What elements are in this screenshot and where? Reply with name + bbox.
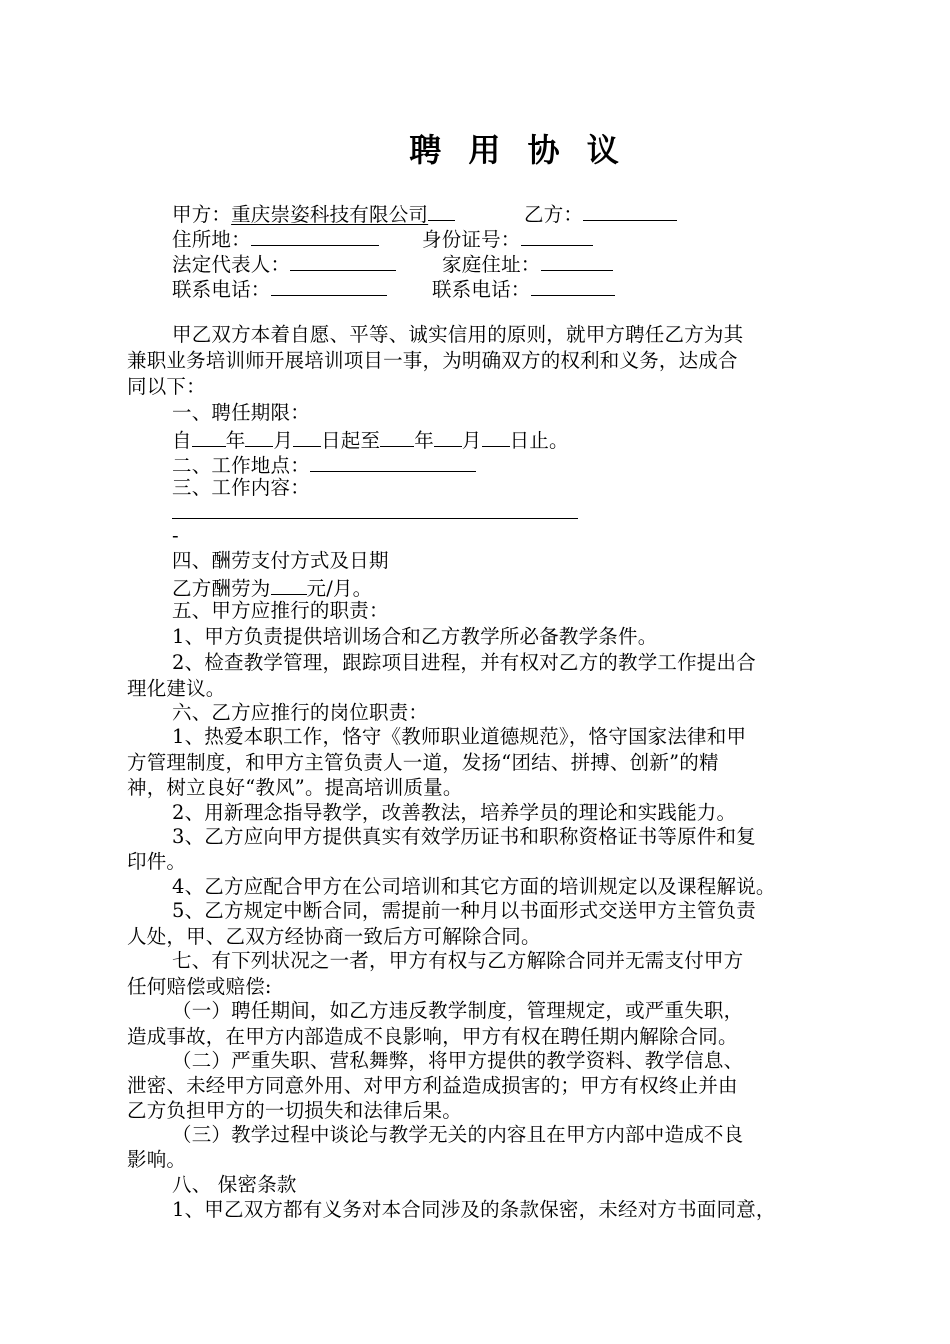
s5-item-2-line-1: 2、检查教学管理，跟踪项目进程，并有权对乙方的教学工作提出合 (172, 651, 756, 674)
home-addr-blank (541, 249, 613, 271)
residence-blank (251, 224, 379, 246)
s7-intro-line-1: 七、有下列状况之一者，甲方有权与乙方解除合同并无需支付甲方 (172, 949, 744, 972)
term-month1: 月 (273, 429, 294, 452)
term-month1-blank (245, 425, 273, 447)
party-a-label: 甲方： (172, 203, 232, 226)
work-content-blank (172, 518, 578, 519)
phone-a-line (172, 274, 387, 303)
s6-item-1-line-1: 1、热爱本职工作，恪守《教师职业道德规范》，恪守国家法律和甲 (172, 725, 747, 748)
party-a-name: 重庆崇姿科技有限公司 (231, 203, 429, 226)
phone-b-line (432, 274, 615, 303)
term-day2-blank (482, 425, 510, 447)
s7-case-2-line-2: 泄密、未经甲方同意外用、对甲方利益造成损害的；甲方有权终止并由 (127, 1074, 738, 1097)
s7-case-3-line-2: 影响。 (127, 1148, 187, 1171)
s8-item-1: 1、甲乙双方都有义务对本合同涉及的条款保密，未经对方书面同意， (172, 1198, 776, 1221)
s7-case-2-line-1: （二）严重失职、营私舞弊，将甲方提供的教学资料、教学信息、 (172, 1049, 744, 1072)
s6-item-4: 4、乙方应配合甲方在公司培训和其它方面的培训规定以及课程解说。 (172, 875, 776, 898)
s7-intro-line-2: 任何赔偿或赔偿: (127, 975, 272, 998)
work-location-blank (310, 450, 476, 472)
party-b-label: 乙方： (524, 203, 584, 226)
section-4-heading: 四、酬劳支付方式及日期 (172, 549, 389, 572)
id-label: 身份证号： (422, 228, 521, 251)
term-month2-blank (434, 425, 462, 447)
intro-line-3: 同以下： (127, 375, 206, 398)
s5-item-1: 1、甲方负责提供培训场合和乙方教学所必备教学条件。 (172, 625, 658, 648)
phone-a-label: 联系电话： (172, 278, 271, 301)
intro-line-2: 兼职业务培训师开展培训项目一事，为明确双方的权利和义务，达成合 (127, 349, 738, 372)
s6-item-2: 2、用新理念指导教学，改善教法，培养学员的理论和实践能力。 (172, 801, 737, 824)
pay-suffix: 元/月。 (306, 577, 373, 600)
pay-amount-blank (271, 573, 307, 595)
s6-item-3-line-2: 印件。 (127, 850, 187, 873)
term-year2-blank (380, 425, 414, 447)
pay-prefix: 乙方酬劳为 (172, 577, 271, 600)
section-8-heading: 八、 保密条款 (172, 1173, 297, 1196)
section-6-heading: 六、乙方应推行的岗位职责： (172, 701, 429, 724)
s7-case-1-line-2: 造成事故，在甲方内部造成不良影响，甲方有权在聘任期内解除合同。 (127, 1025, 738, 1048)
term-month2: 月 (461, 429, 482, 452)
intro-line-1: 甲乙双方本着自愿、平等、诚实信用的原则，就甲方聘任乙方为其 (172, 323, 744, 346)
s6-item-5-line-1: 5、乙方规定中断合同，需提前一种月以书面形式交送甲方主管负责 (172, 899, 756, 922)
phone-a-blank (271, 274, 387, 296)
party-a-blank (428, 199, 455, 221)
legal-rep-blank (290, 249, 396, 271)
term-day1-blank (293, 425, 321, 447)
s6-item-3-line-1: 3、乙方应向甲方提供真实有效学历证书和职称资格证书等原件和复 (172, 825, 756, 848)
term-day1-to: 日起至 (321, 429, 381, 452)
s7-case-1-line-1: （一）聘任期间，如乙方违反教学制度，管理规定，或严重失职， (172, 999, 744, 1022)
s7-case-2-line-3: 乙方负担甲方的一切损失和法律后果。 (127, 1099, 462, 1122)
document-title: 聘 用 协 议 (409, 131, 627, 169)
term-from: 自 (172, 429, 192, 452)
term-year1-blank (192, 425, 226, 447)
section-5-heading: 五、甲方应推行的职责： (172, 599, 389, 622)
term-day2-end: 日止。 (509, 429, 569, 452)
term-year2: 年 (414, 429, 434, 452)
s6-item-1-line-3: 神，树立良好“教风”。提高培训质量。 (127, 776, 463, 799)
legal-rep-label: 法定代表人： (172, 253, 291, 276)
phone-b-label: 联系电话： (432, 278, 531, 301)
home-addr-label: 家庭住址： (442, 253, 541, 276)
party-b-blank (583, 199, 677, 221)
id-blank (521, 224, 593, 246)
residence-label: 住所地： (172, 228, 251, 251)
dash-mark: - (172, 524, 179, 547)
s6-item-1-line-2: 方管理制度，和甲方主管负责人一道，发扬“团结、拼搏、创新”的精 (127, 751, 719, 774)
phone-b-blank (531, 274, 615, 296)
s5-item-2-line-2: 理化建议。 (127, 677, 226, 700)
section-2-heading: 二、工作地点： (172, 454, 310, 477)
s6-item-5-line-2: 人处，甲、乙双方经协商一致后方可解除合同。 (127, 925, 541, 948)
s7-case-3-line-1: （三）教学过程中谈论与教学无关的内容且在甲方内部中造成不良 (172, 1123, 744, 1146)
section-3-heading: 三、工作内容： (172, 476, 310, 499)
section-1-heading: 一、聘任期限： (172, 401, 310, 424)
term-year1: 年 (225, 429, 246, 452)
